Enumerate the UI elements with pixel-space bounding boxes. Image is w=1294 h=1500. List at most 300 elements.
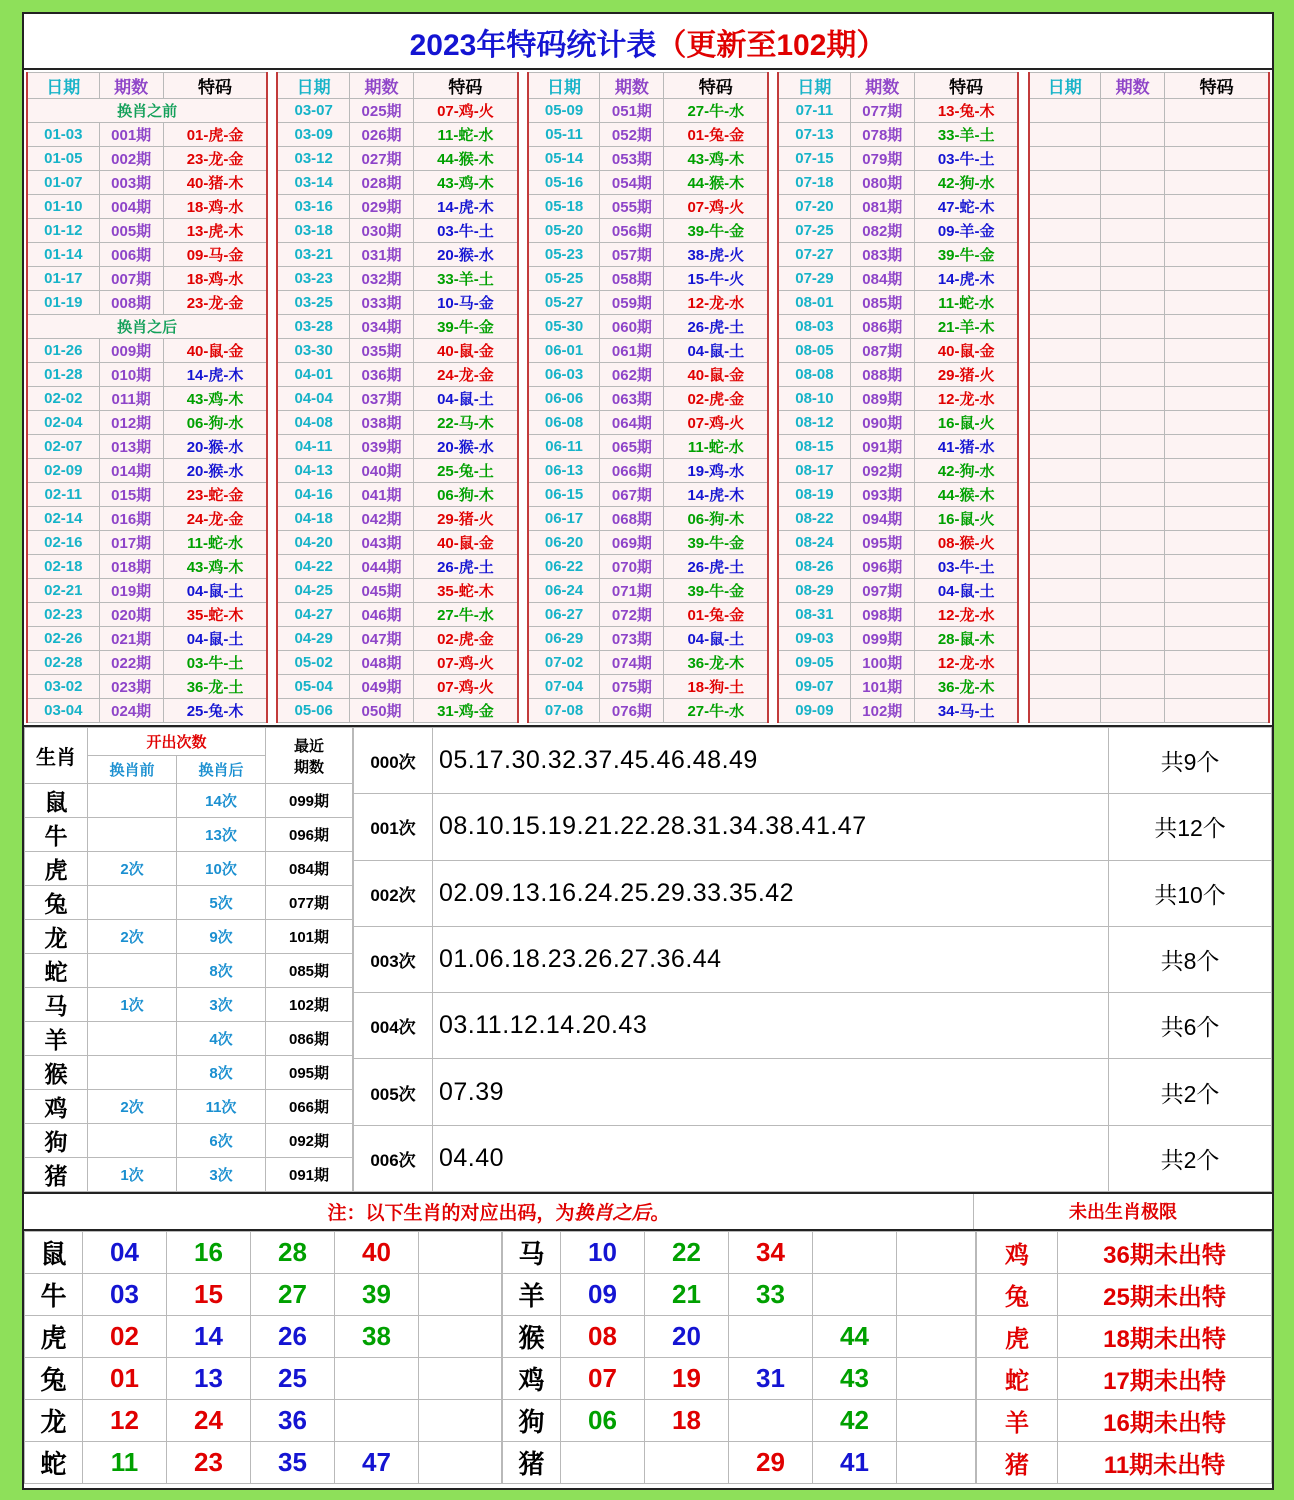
cell-period: 087期 [850,339,914,363]
zodiac-name: 猴 [25,1056,88,1090]
column-separator [1018,339,1028,363]
limit-text: 25期未出特 [1058,1274,1272,1316]
cell-period: 001期 [99,123,163,147]
empty-cell [1165,291,1269,315]
column-separator [768,219,778,243]
cell-code: 07-鸡-火 [414,651,518,675]
cell-date: 02-09 [27,459,99,483]
limit-header: 未出生肖极限 [1069,1202,1177,1222]
cell-date: 03-16 [277,195,349,219]
cell-period: 021期 [99,627,163,651]
zodiac-name: 虎 [25,1316,83,1358]
table-row [27,531,1269,555]
empty-cell [1101,459,1165,483]
zodiac-number: 29 [729,1442,813,1484]
empty-cell [1029,171,1101,195]
cell-period: 086期 [850,315,914,339]
cell-date: 06-27 [528,603,600,627]
table-row [27,243,1269,267]
empty-cell [1165,387,1269,411]
cell-date: 03-21 [277,243,349,267]
cell-date: 01-03 [27,123,99,147]
cell-period: 043期 [349,531,413,555]
recent-period: 066期 [266,1090,353,1124]
count-after: 8次 [177,1056,266,1090]
cell-period: 031期 [349,243,413,267]
frequency-numbers: 02.09.13.16.24.25.29.33.35.42 [433,860,1109,926]
empty-cell [1165,315,1269,339]
zodiac-count-table [24,727,353,1192]
limit-zodiac: 羊 [977,1400,1058,1442]
zodiac-number: 01 [83,1358,167,1400]
count-before [88,954,177,988]
cell-code: 12-龙-水 [914,651,1018,675]
note-post: 。 [650,1203,670,1224]
cell-period: 046期 [349,603,413,627]
zodiac-number: 07 [561,1358,645,1400]
column-separator [1018,147,1028,171]
empty-cell [1029,579,1101,603]
empty-cell [1029,435,1101,459]
cell-date: 01-28 [27,363,99,387]
column-header-date: 日期 [277,73,349,99]
count-after: 5次 [177,886,266,920]
recent-period: 096期 [266,818,353,852]
zodiac-row [25,1056,353,1090]
table-row [27,555,1269,579]
cell-date: 08-26 [778,555,850,579]
frequency-key: 004次 [354,993,433,1059]
after-header: 换肖后 [177,756,266,784]
cell-period: 100期 [850,651,914,675]
column-separator [518,603,528,627]
count-after: 8次 [177,954,266,988]
zodiac-number: 12 [83,1400,167,1442]
cell-period: 002期 [99,147,163,171]
count-after: 14次 [177,784,266,818]
column-separator [518,483,528,507]
column-separator [267,73,277,99]
column-header-date: 日期 [528,73,600,99]
zodiac-number [897,1232,976,1274]
cell-code: 20-猴-水 [163,459,267,483]
cell-period: 024期 [99,699,163,723]
cell-period: 030期 [349,219,413,243]
cell-date: 02-02 [27,387,99,411]
cell-date: 03-30 [277,339,349,363]
column-separator [518,219,528,243]
zodiac-number [335,1358,419,1400]
zodiac-number: 42 [813,1400,897,1442]
cell-period: 009期 [99,339,163,363]
column-separator [267,627,277,651]
zodiac-number-right [502,1231,976,1484]
cell-period: 098期 [850,603,914,627]
empty-cell [1165,603,1269,627]
column-separator [768,579,778,603]
cell-period: 102期 [850,699,914,723]
empty-cell [1165,555,1269,579]
frequency-key: 001次 [354,794,433,860]
frequency-numbers: 05.17.30.32.37.45.46.48.49 [433,728,1109,794]
cell-period: 008期 [99,291,163,315]
cell-period: 025期 [349,99,413,123]
cell-date: 06-17 [528,507,600,531]
counts-header: 开出次数 [88,728,266,756]
column-separator [518,315,528,339]
cell-code: 26-虎-土 [664,555,768,579]
note-row [24,1194,1272,1231]
cell-period: 047期 [349,627,413,651]
column-separator [768,363,778,387]
zodiac-number-row [25,1400,502,1442]
cell-date: 01-07 [27,171,99,195]
cell-date: 05-02 [277,651,349,675]
cell-code: 07-鸡-火 [664,195,768,219]
zodiac-number [897,1358,976,1400]
cell-period: 076期 [600,699,664,723]
cell-code: 01-兔-金 [664,603,768,627]
column-header-period: 期数 [850,73,914,99]
zodiac-number [897,1442,976,1484]
cell-period: 013期 [99,435,163,459]
empty-cell [1165,147,1269,171]
cell-code: 04-鼠-土 [163,579,267,603]
column-separator [518,195,528,219]
zodiac-number: 25 [251,1358,335,1400]
zodiac-number: 19 [645,1358,729,1400]
recent-period: 101期 [266,920,353,954]
empty-cell [1101,123,1165,147]
zodiac-number-row [503,1358,976,1400]
cell-date: 08-01 [778,291,850,315]
empty-cell [1101,435,1165,459]
table-row [27,459,1269,483]
cell-date: 05-09 [528,99,600,123]
column-separator [1018,411,1028,435]
cell-code: 11-蛇-水 [414,123,518,147]
frequency-numbers: 03.11.12.14.20.43 [433,993,1109,1059]
zodiac-number [335,1400,419,1442]
cell-period: 039期 [349,435,413,459]
zodiac-number: 36 [251,1400,335,1442]
column-separator [1018,99,1028,123]
cell-code: 44-猴-木 [414,147,518,171]
cell-period: 016期 [99,507,163,531]
column-separator [267,699,277,723]
zodiac-number [729,1316,813,1358]
column-header-date: 日期 [27,73,99,99]
cell-period: 085期 [850,291,914,315]
cell-period: 070期 [600,555,664,579]
cell-date: 09-05 [778,651,850,675]
count-after: 4次 [177,1022,266,1056]
cell-period: 022期 [99,651,163,675]
zodiac-number [897,1274,976,1316]
note-pre: 注：以下生肖的对应出码，为 [327,1203,575,1224]
cell-date: 06-08 [528,411,600,435]
zodiac-name: 虎 [25,852,88,886]
cell-date: 08-17 [778,459,850,483]
empty-cell [1029,531,1101,555]
cell-date: 08-08 [778,363,850,387]
cell-date: 07-27 [778,243,850,267]
column-separator [1018,267,1028,291]
column-separator [768,603,778,627]
cell-period: 095期 [850,531,914,555]
zodiac-number: 43 [813,1358,897,1400]
empty-cell [1101,579,1165,603]
cell-period: 064期 [600,411,664,435]
cell-date: 04-25 [277,579,349,603]
table-row [27,123,1269,147]
cell-date: 03-02 [27,675,99,699]
column-separator [768,195,778,219]
cell-period: 056期 [600,219,664,243]
cell-period: 068期 [600,507,664,531]
column-separator [1018,123,1028,147]
limit-zodiac: 虎 [977,1316,1058,1358]
empty-cell [1101,531,1165,555]
cell-period: 005期 [99,219,163,243]
frequency-row [354,728,1272,794]
zodiac-number [897,1316,976,1358]
zodiac-number: 16 [167,1232,251,1274]
zodiac-number: 04 [83,1232,167,1274]
zodiac-number: 41 [813,1442,897,1484]
cell-date: 02-23 [27,603,99,627]
column-separator [518,531,528,555]
cell-period: 026期 [349,123,413,147]
table-row [27,627,1269,651]
zodiac-name: 马 [25,988,88,1022]
cell-code: 33-羊-土 [914,123,1018,147]
column-header-period: 期数 [349,73,413,99]
zodiac-number-row [25,1274,502,1316]
count-after: 11次 [177,1090,266,1124]
empty-cell [1029,483,1101,507]
cell-date: 01-19 [27,291,99,315]
column-separator [267,99,277,123]
cell-period: 097期 [850,579,914,603]
column-separator [518,267,528,291]
empty-cell [1029,339,1101,363]
count-before: 2次 [88,852,177,886]
cell-date: 06-15 [528,483,600,507]
limit-zodiac: 蛇 [977,1358,1058,1400]
empty-cell [1101,483,1165,507]
cell-code: 36-龙-木 [914,675,1018,699]
cell-date: 04-18 [277,507,349,531]
zodiac-number [419,1316,502,1358]
note-text [24,1194,974,1229]
empty-cell [1165,507,1269,531]
cell-period: 099期 [850,627,914,651]
column-separator [768,73,778,99]
empty-cell [1029,411,1101,435]
frequency-total: 共2个 [1109,1059,1272,1125]
cell-code: 20-猴-水 [414,435,518,459]
empty-cell [1029,603,1101,627]
period-table-wrap [24,70,1272,727]
bottom-section [24,1231,1272,1484]
count-after: 13次 [177,818,266,852]
column-separator [518,291,528,315]
frequency-total: 共10个 [1109,860,1272,926]
cell-period: 075期 [600,675,664,699]
zodiac-number: 15 [167,1274,251,1316]
cell-period: 079期 [850,147,914,171]
cell-code: 18-鸡-水 [163,195,267,219]
empty-cell [1165,339,1269,363]
column-separator [1018,195,1028,219]
cell-date: 04-04 [277,387,349,411]
column-separator [1018,483,1028,507]
recent-period: 099期 [266,784,353,818]
column-separator [267,651,277,675]
zodiac-number [729,1400,813,1442]
cell-date: 04-27 [277,603,349,627]
limit-row [977,1232,1272,1274]
cell-period: 027期 [349,147,413,171]
table-row [27,147,1269,171]
cell-date: 03-12 [277,147,349,171]
count-before: 2次 [88,920,177,954]
cell-period: 048期 [349,651,413,675]
empty-cell [1165,675,1269,699]
cell-period: 023期 [99,675,163,699]
zodiac-number: 24 [167,1400,251,1442]
column-separator [267,555,277,579]
frequency-key: 003次 [354,926,433,992]
cell-date: 03-28 [277,315,349,339]
cell-code: 04-鼠-土 [664,339,768,363]
count-after: 6次 [177,1124,266,1158]
cell-code: 13-兔-木 [914,99,1018,123]
cell-date: 07-08 [528,699,600,723]
cell-period: 088期 [850,363,914,387]
zodiac-name: 兔 [25,886,88,920]
column-separator [768,675,778,699]
cell-period: 096期 [850,555,914,579]
empty-cell [1101,99,1165,123]
cell-date: 08-03 [778,315,850,339]
cell-period: 035期 [349,339,413,363]
zodiac-number: 03 [83,1274,167,1316]
column-separator [267,387,277,411]
cell-code: 12-龙-水 [914,603,1018,627]
limit-text: 18期未出特 [1058,1316,1272,1358]
zodiac-name: 羊 [25,1022,88,1056]
cell-code: 09-羊-金 [914,219,1018,243]
empty-cell [1165,459,1269,483]
cell-date: 08-29 [778,579,850,603]
column-separator [1018,171,1028,195]
column-header-period: 期数 [1101,73,1165,99]
column-separator [1018,555,1028,579]
zodiac-number [897,1400,976,1442]
cell-code: 26-虎-土 [664,315,768,339]
column-separator [768,483,778,507]
frequency-total: 共9个 [1109,728,1272,794]
cell-period: 032期 [349,267,413,291]
column-separator [1018,219,1028,243]
cell-period: 050期 [349,699,413,723]
zodiac-number: 38 [335,1316,419,1358]
cell-period: 067期 [600,483,664,507]
cell-code: 14-虎-木 [664,483,768,507]
empty-cell [1101,603,1165,627]
zodiac-number [561,1442,645,1484]
table-row [27,315,1269,339]
zodiac-row [25,1158,353,1192]
cell-date: 05-04 [277,675,349,699]
cell-date: 04-22 [277,555,349,579]
column-separator [518,651,528,675]
column-separator [518,243,528,267]
cell-date: 03-23 [277,267,349,291]
cell-code: 40-鼠-金 [414,339,518,363]
cell-period: 071期 [600,579,664,603]
recent-period: 102期 [266,988,353,1022]
empty-cell [1029,363,1101,387]
column-separator [1018,699,1028,723]
cell-date: 03-18 [277,219,349,243]
cell-code: 38-虎-火 [664,243,768,267]
empty-cell [1101,267,1165,291]
cell-code: 39-牛-金 [664,531,768,555]
cell-period: 083期 [850,243,914,267]
column-separator [768,531,778,555]
zodiac-name: 狗 [25,1124,88,1158]
cell-date: 05-23 [528,243,600,267]
column-separator [518,435,528,459]
table-row [27,195,1269,219]
cell-code: 36-龙-木 [664,651,768,675]
cell-code: 29-猪-火 [914,363,1018,387]
cell-date: 03-25 [277,291,349,315]
column-separator [518,699,528,723]
cell-period: 011期 [99,387,163,411]
column-separator [518,555,528,579]
cell-date: 06-11 [528,435,600,459]
zodiac-number: 40 [335,1232,419,1274]
cell-date: 06-06 [528,387,600,411]
frequency-key: 002次 [354,860,433,926]
empty-cell [1029,387,1101,411]
column-separator [518,147,528,171]
cell-date: 05-14 [528,147,600,171]
table-row [27,435,1269,459]
cell-period: 081期 [850,195,914,219]
table-row [27,483,1269,507]
zodiac-number [645,1442,729,1484]
frequency-numbers: 08.10.15.19.21.22.28.31.34.38.41.47 [433,794,1109,860]
cell-code: 36-龙-土 [163,675,267,699]
cell-period: 029期 [349,195,413,219]
zodiac-number [419,1442,502,1484]
cell-date: 02-07 [27,435,99,459]
column-separator [1018,579,1028,603]
empty-cell [1165,531,1269,555]
zodiac-number: 33 [729,1274,813,1316]
column-separator [518,579,528,603]
column-separator [768,339,778,363]
cell-period: 049期 [349,675,413,699]
cell-period: 074期 [600,651,664,675]
cell-date: 06-22 [528,555,600,579]
cell-code: 25-兔-土 [414,459,518,483]
